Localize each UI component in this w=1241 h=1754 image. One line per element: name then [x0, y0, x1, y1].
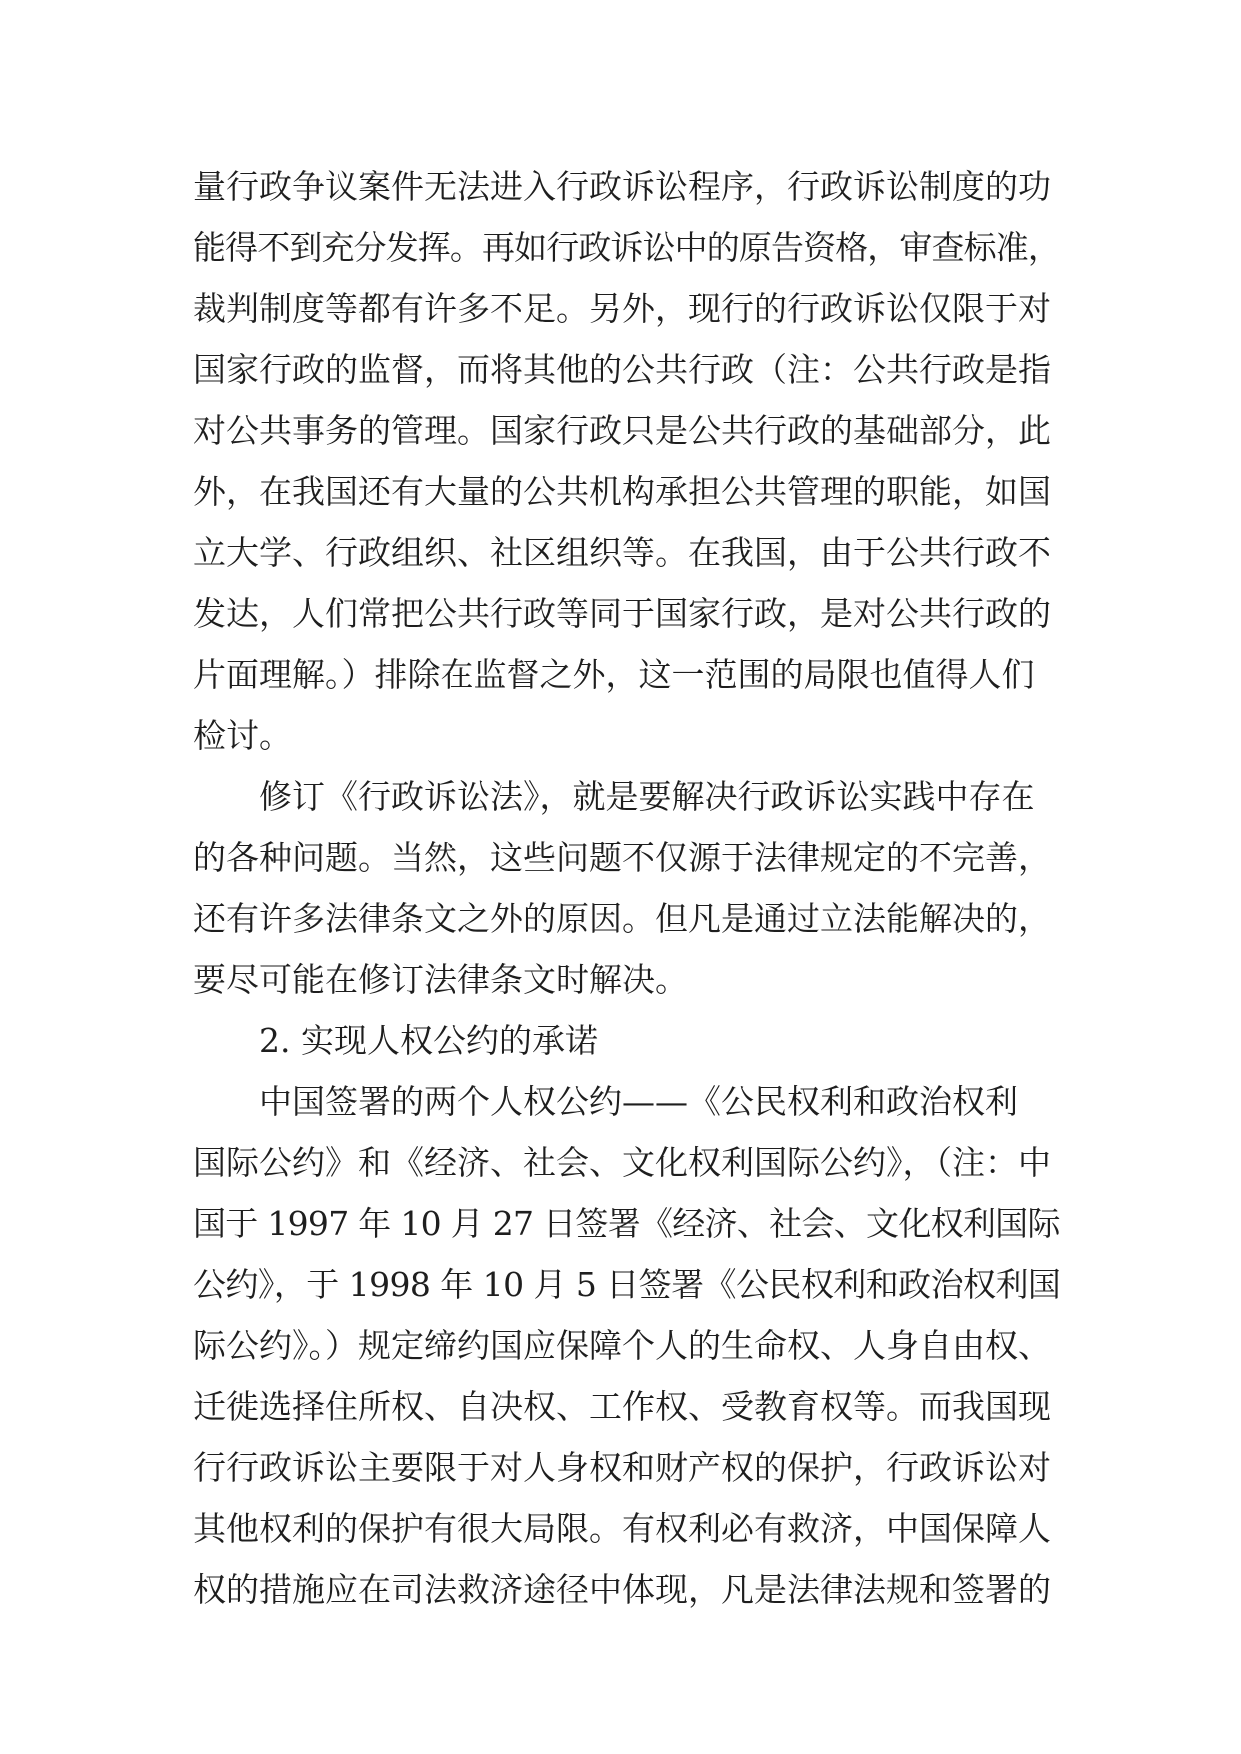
text-line: 国家行政的监督，而将其他的公共行政（注：公共行政是指: [193, 350, 1051, 389]
text-line: 还有许多法律条文之外的原因。但凡是通过立法能解决的，: [193, 899, 1051, 938]
text-line: 国际公约》和《经济、社会、文化权利国际公约》，（注：中: [193, 1143, 1051, 1182]
section-heading: 2. 实现人权公约的承诺: [259, 1021, 598, 1060]
text-line: 片面理解。）排除在监督之外，这一范围的局限也值得人们: [193, 655, 1035, 694]
text-line: 中国签署的两个人权公约——《公民权利和政治权利: [259, 1082, 1018, 1121]
text-line: 对公共事务的管理。国家行政只是公共行政的基础部分，此: [193, 411, 1051, 450]
text-line: 公约》，于 1998 年 10 月 5 日签署《公民权利和政治权利国: [193, 1265, 1061, 1304]
text-line: 修订《行政诉讼法》，就是要解决行政诉讼实践中存在: [259, 777, 1035, 816]
text-line: 其他权利的保护有很大局限。有权利必有救济，中国保障人: [193, 1509, 1051, 1548]
text-line: 的各种问题。当然，这些问题不仅源于法律规定的不完善，: [193, 838, 1051, 877]
text-line: 际公约》。）规定缔约国应保障个人的生命权、人身自由权、: [193, 1326, 1051, 1365]
text-line: 裁判制度等都有许多不足。另外，现行的行政诉讼仅限于对: [193, 289, 1051, 328]
text-line: 立大学、行政组织、社区组织等。在我国，由于公共行政不: [193, 533, 1051, 572]
text-line: 发达，人们常把公共行政等同于国家行政，是对公共行政的: [193, 594, 1051, 633]
text-line: 要尽可能在修订法律条文时解决。: [193, 960, 688, 999]
text-line: 外，在我国还有大量的公共机构承担公共管理的职能，如国: [193, 472, 1051, 511]
text-line: 行行政诉讼主要限于对人身权和财产权的保护，行政诉讼对: [193, 1448, 1051, 1487]
text-line: 权的措施应在司法救济途径中体现，凡是法律法规和签署的: [193, 1570, 1051, 1609]
text-line: 能得不到充分发挥。再如行政诉讼中的原告资格，审查标准，: [193, 228, 1060, 267]
text-line: 检讨。: [193, 716, 292, 755]
text-line: 迁徙选择住所权、自决权、工作权、受教育权等。而我国现: [193, 1387, 1051, 1426]
text-line: 国于 1997 年 10 月 27 日签署《经济、社会、文化权利国际: [193, 1204, 1060, 1243]
text-line: 量行政争议案件无法进入行政诉讼程序，行政诉讼制度的功: [193, 167, 1051, 206]
